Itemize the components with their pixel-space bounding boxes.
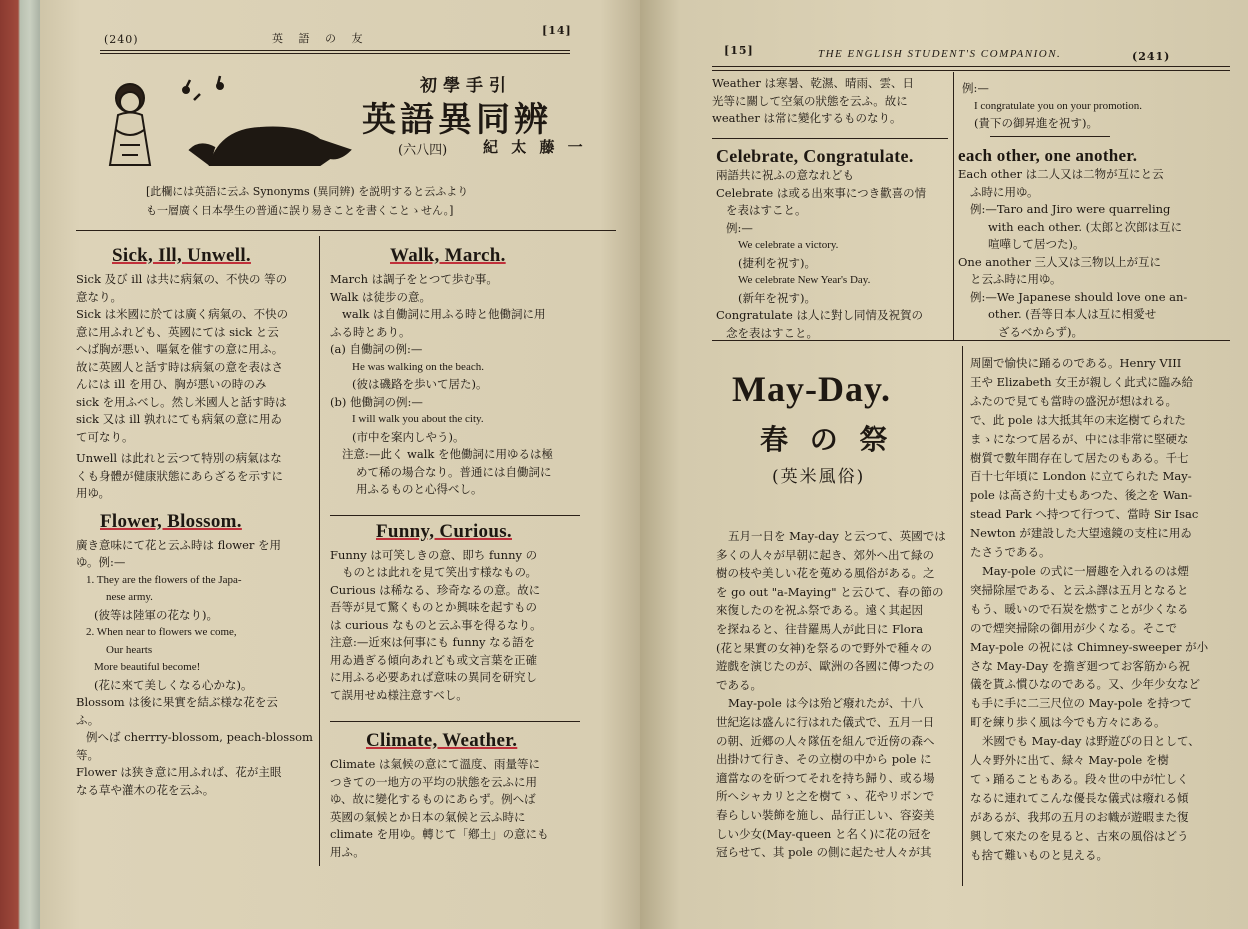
left-page-bracket: [14]	[542, 24, 572, 37]
text-line: 注意:—此く walk を他働詞に用ゆるは極	[342, 447, 554, 461]
text-line: と云ふ時に用ゆ。	[970, 272, 1062, 286]
text-line: Celebrate は或る出來事につき歡喜の情	[716, 185, 927, 200]
unwell-paragraph	[76, 450, 316, 503]
author-name: 紀 太 藤 一	[483, 138, 587, 156]
text-line: 樹質で數年間存在して居たのもある。千七	[970, 450, 1189, 465]
walk-paragraph	[330, 271, 585, 499]
text-line: て可なり。	[76, 429, 134, 444]
text-line: で、此 pole は大抵其年の末迄樹てられた	[970, 412, 1186, 427]
text-line: ので煙突掃除の御用が少くなる。そこで	[970, 620, 1177, 635]
text-line: もう、暖いので石炭を燃すことが少くなる	[970, 601, 1189, 616]
series-label: 初學手引	[420, 76, 512, 96]
heading-sick-ill-unwell: Sick, Ill, Unwell.	[112, 245, 251, 266]
text-line: 用ゆ。	[76, 486, 111, 500]
celebrate-paragraph	[716, 167, 952, 342]
text-line: 遊戲を演じたのが、歐洲の各國に傳つたの	[716, 659, 935, 674]
text-line: があるが、我邦の五月のお幟が遊暇また復	[970, 809, 1189, 824]
article-number: (六八四)	[398, 143, 448, 158]
example-line: I congratulate you on your promotion.	[974, 99, 1143, 112]
left-running-title: 英 語 の 友	[272, 32, 369, 45]
section-rule	[330, 515, 580, 516]
text-line: 例:—	[962, 81, 989, 95]
mayday-jtitle: 春 の 祭	[760, 423, 894, 456]
funny-paragraph	[330, 547, 585, 705]
text-line: んには ill を用ひ、胸が悪いの時のみ	[76, 377, 267, 391]
text-line: 王や Elizabeth 女王が親しく此式に臨み給	[970, 374, 1194, 389]
text-line: weather は常に變化するものなり。	[712, 111, 902, 125]
text-line: 念を表はすこと。	[726, 325, 818, 340]
text-line: sick 又は ill 孰れにても病氣の意に用ゐ	[76, 412, 282, 426]
climate-paragraph	[330, 756, 585, 861]
text-line: なる草や灌木の花を云ふ。	[76, 782, 215, 797]
left-page-number: (240)	[104, 33, 139, 46]
text-line: ざるべからず)。	[998, 324, 1083, 339]
column-rule	[319, 236, 320, 866]
example-line: (彼等は陸軍の花なり)。	[94, 607, 218, 622]
text-line: 注意:—近來は何事にも funny なる語を	[330, 635, 536, 649]
text-line: climate を用ゆ。轉じて「鄕土」の意にも	[330, 827, 549, 841]
text-line: ふたので見ても當時の盛況が想はれる。	[970, 393, 1177, 408]
intro-line: [此欄には英語に云ふ Synonyms (異同辨) を説明すると云ふより	[146, 185, 469, 198]
text-line: 周圍で愉快に踊るのである。Henry VIII	[970, 356, 1182, 370]
text-line: 兩語共に祝ふの意なれども	[716, 168, 854, 182]
heading-flower-blossom: Flower, Blossom.	[100, 510, 242, 532]
intro-rule	[76, 230, 616, 231]
text-line: 用ゐ過ぎる傾向あれども或文言葉を正確	[330, 652, 537, 667]
text-line: 百十七年頃に London に立てられた May-	[970, 469, 1192, 484]
section-rule	[990, 136, 1110, 137]
article-title: 英語異同辨	[362, 100, 552, 140]
text-line: 儀を貰ふ慣ひなのである。又、少年少女など	[970, 677, 1200, 692]
text-line: May-pole の祝には Chimney-sweeper が小	[970, 639, 1209, 654]
text-line: Climate は氣候の意にて溫度、雨量等に	[330, 757, 540, 771]
text-line: Newton が建設した大望遠鏡の支柱に用ゐ	[970, 526, 1192, 541]
example-line: More beautiful become!	[94, 661, 201, 673]
text-line: with each other. (太郎と次郎は互に	[988, 219, 1183, 234]
text-line: ふ時に用ゆ。	[970, 184, 1039, 199]
text-line: 意なり。	[76, 289, 122, 304]
text-line: (花と果實の女神)を祭るので野外で種々の	[716, 640, 932, 655]
text-line: ものとは此れを見て笑出す様なもの。	[342, 565, 538, 579]
text-line: 廣き意味にて花と云ふ時は flower を用	[76, 537, 282, 552]
example-line: We celebrate New Year's Day.	[738, 274, 871, 286]
text-line: May-pole の式に一層趣を入れるのは煙	[982, 563, 1189, 578]
sick-paragraph	[76, 271, 316, 446]
text-line: たさうである。	[970, 545, 1051, 560]
text-line: (a) 自働詞の例:—	[330, 342, 423, 356]
text-line: 故に英國人と話す時は病氣の意を表はさ	[76, 359, 283, 374]
text-line: 例へば cherrry-blossom, peach-blossom	[86, 730, 313, 744]
mayday-top-rule	[712, 340, 1230, 341]
right-page-bracket: [15]	[724, 44, 754, 57]
text-line: なるに連れてこんな優長な儀式は癈れる傾	[970, 790, 1189, 805]
text-line: めて稀の場合なり。普通には自働詞に	[356, 464, 552, 479]
text-line: 等。	[76, 747, 99, 762]
text-line: 町を練り歩く風は今でも方々にある。	[970, 715, 1166, 730]
text-line: March は調子をとつて歩む事。	[330, 272, 498, 286]
each-other-section	[958, 146, 1228, 341]
text-line: 樹の枝や美しい花を蒐める風俗がある。之	[716, 566, 935, 581]
text-line: stead Park へ持つて行つて、當時 Sir Isac	[970, 507, 1199, 522]
column-rule	[962, 346, 963, 886]
heading-funny-curious: Funny, Curious.	[376, 520, 512, 542]
text-line: 光等に關して空氣の狀態を云ふ。故に	[712, 93, 908, 108]
text-line: Weather は寒暑、乾濕、晴雨、雲、日	[712, 76, 915, 90]
text-line: ふ。	[76, 712, 100, 727]
section-rule	[712, 138, 948, 139]
text-line: Unwell は此れと云つて特別の病氣はな	[76, 451, 282, 465]
text-line: 例:—Taro and Jiro were quarreling	[970, 202, 1171, 216]
text-line: 春らしい裝飾を施し、品行正しい、容姿美	[716, 807, 935, 822]
example-line: nese army.	[106, 591, 153, 603]
header-rule	[100, 50, 570, 51]
header-rule-thin	[100, 53, 570, 54]
example-line: I will walk you about the city.	[352, 413, 484, 425]
text-line: て誤用せぬ様注意すべし。	[330, 687, 468, 702]
header-rule	[712, 66, 1230, 67]
right-page-number: (241)	[1132, 50, 1171, 63]
text-line: 突掃除屋である、と云ふ譯は五月となると	[970, 582, 1189, 597]
text-line: 例:—	[726, 220, 753, 235]
left-page	[40, 0, 640, 929]
mayday-column-b	[970, 354, 1226, 864]
text-line: に用ふる必要あれば意味の異同を研究し	[330, 670, 537, 684]
text-line: (b) 他働詞の例:—	[330, 394, 423, 409]
text-line: も手に手に二三尺位の May-pole を持つて	[970, 696, 1193, 711]
text-line: 出掛けて行き、その立樹の中から pole に	[716, 752, 932, 767]
text-line: Sick 及び ill は共に病氣の、不快の 等の	[76, 272, 288, 286]
example-line: (貴下の御昇進を祝す)。	[974, 116, 1098, 130]
text-line: 英國の氣候とか日本の氣候と云ふ時に	[330, 809, 526, 824]
example-line: (市中を案内しやう)。	[352, 429, 465, 444]
text-line: pole は高さ約十丈もあつた、後之を Wan-	[970, 488, 1193, 503]
text-line: 冠らせて、其 pole の側に起たせ人々が其	[716, 845, 932, 860]
text-line: てゝ踊ることもある。段々世の中が忙しく	[970, 771, 1189, 786]
mayday-title: May-Day.	[732, 369, 891, 409]
text-line: 所へシャカリと之を樹てゝ、花やリボンで	[716, 789, 935, 804]
text-line: は curious なものと云ふ事を得るなり。	[330, 617, 542, 632]
heading-each-other: each other, one another.	[958, 146, 1138, 165]
heading-walk-march: Walk, March.	[390, 245, 506, 266]
text-line: つきての一地方の平均の狀態を云ふに用	[330, 774, 537, 789]
text-line: 來復したのを祝ふ祭である。遠く其起因	[716, 603, 923, 618]
text-line: 適當なのを斫つてそれを持ち歸り、或る場	[716, 770, 935, 785]
text-line: くも身體が健康狀態にあらざるを示すに	[76, 468, 283, 483]
heading-celebrate-congratulate: Celebrate, Congratulate.	[716, 146, 914, 166]
intro-line: も一層廣く日本學生の普通に誤り易きことを書くことゝせん。]	[146, 204, 454, 217]
text-line: 用ふ。	[330, 844, 365, 859]
child-and-dog-illustration	[90, 70, 360, 180]
right-running-title: THE ENGLISH STUDENT'S COMPANION.	[818, 48, 1062, 60]
text-line: Curious は稀なる、珍奇なるの意。故に	[330, 582, 541, 597]
text-line: Each other は二人又は二物が互にと云	[958, 167, 1164, 181]
example-line: Our hearts	[106, 643, 153, 656]
text-line: 興して來たのを見ると、古來の風俗はどう	[970, 828, 1189, 843]
text-line: 人々野外に出て、緑々 May-pole を樹	[970, 753, 1169, 768]
text-line: まゝになつて居るが、中には非常に堅硬な	[970, 431, 1189, 446]
text-line: Congratulate は人に對し同情及祝賀の	[716, 308, 923, 322]
example-top	[962, 80, 1222, 133]
text-line: Sick は米國に於ては廣く病氣の、不快の	[76, 307, 289, 321]
example-line: (捷利を祝す)。	[738, 255, 816, 270]
text-line: Walk は徒步の意。	[330, 289, 431, 304]
mayday-subtitle: (英米風俗)	[772, 467, 866, 487]
column-rule	[953, 72, 954, 340]
text-line: ゆ、故に變化するものにあらず。例へば	[330, 792, 536, 806]
weather-paragraph	[712, 75, 948, 128]
text-line: へば胸が悪い、嘔氣を催すの意に用ふ。	[76, 342, 284, 356]
text-line: の朝、近郷の人々隊伍を組んで近傍の森へ	[716, 733, 935, 748]
text-line: しい少女(May-queen と名く)に花の冠を	[716, 826, 932, 841]
text-line: を探ねると、往昔羅馬人が此日に Flora	[716, 621, 924, 636]
each-other-paragraph	[958, 166, 1228, 341]
text-line: walk は自働詞に用ふる時と他働詞に用	[342, 307, 546, 321]
text-line: Flower は狭き意に用ふれば、花が主眼	[76, 765, 282, 779]
text-line: sick を用ふべし。然し米國人と話す時は	[76, 394, 287, 409]
header-rule-thin	[712, 70, 1230, 71]
example-line: (新年を祝す)。	[738, 290, 816, 305]
text-line: ふる時とあり。	[330, 324, 411, 339]
text-line: 米國でも May-day は野遊びの日として、	[982, 734, 1200, 749]
text-line: 用ふるものと心得べし。	[356, 482, 483, 496]
example-line: He was walking on the beach.	[352, 360, 484, 373]
text-line: ゆ。例:—	[76, 555, 126, 569]
text-line: 世紀迄は盛んに行はれた儀式で、五月一日	[716, 714, 935, 729]
celebrate-section	[716, 146, 952, 342]
example-line: (彼は磯路を歩いて居た)。	[352, 377, 488, 391]
text-line: を表はすこと。	[726, 203, 807, 217]
example-line: (花に來て美しくなる心かな)。	[94, 677, 253, 692]
left-column-1	[76, 245, 316, 799]
mayday-column-a	[716, 527, 960, 862]
text-line: 喧嘩して居つた)。	[988, 237, 1085, 251]
text-line: Funny は可笑しきの意、即ち funny の	[330, 547, 538, 562]
text-line: other. (吾等日本人は互に相愛せ	[988, 307, 1157, 321]
right-page	[640, 0, 1248, 929]
text-line: 意に用ふれども、英國にては sick と云	[76, 324, 279, 339]
flower-paragraph	[76, 537, 316, 800]
example-line: We celebrate a victory.	[738, 239, 839, 251]
text-line: May-pole は今は殆ど癈れたが、十八	[728, 696, 924, 711]
heading-climate-weather: Climate, Weather.	[366, 730, 518, 751]
text-line: も捨て難いものと見える。	[970, 847, 1108, 862]
text-line: 吾等が見て驚くものとか興味を起すもの	[330, 600, 537, 614]
left-column-2	[330, 245, 585, 861]
example-line: 1. They are the flowers of the Japa-	[86, 573, 242, 586]
section-rule	[330, 721, 580, 722]
text-line: 多くの人々が早朝に起き、郊外へ出て緑の	[716, 547, 935, 562]
text-line: One another 三人又は三物以上が互に	[958, 254, 1161, 269]
text-line: 例:—We Japanese should love one an-	[970, 289, 1188, 304]
text-line: を go out "a-Maying" と云ひて、春の節の	[716, 584, 944, 599]
example-line: 2. When near to flowers we come,	[86, 626, 237, 638]
intro-note	[146, 182, 468, 220]
text-line: 五月一日を May-day と云つて、英國では	[728, 529, 946, 543]
text-line: Blossom は後に果實を結ぶ様な花を云	[76, 695, 278, 709]
text-line: である。	[716, 677, 762, 692]
text-line: さな May-Day を擔ぎ廻つてお客筋から祝	[970, 658, 1190, 673]
